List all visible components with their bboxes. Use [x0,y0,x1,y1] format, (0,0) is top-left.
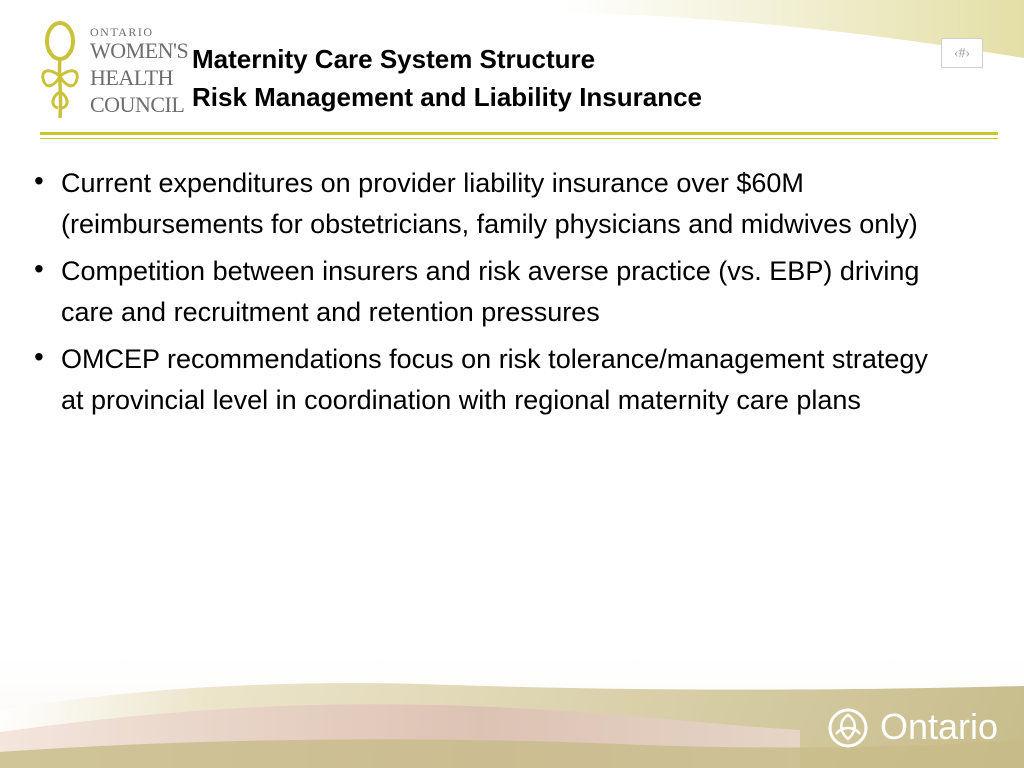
bullet-item [34,251,954,333]
bullet-item [34,339,954,421]
bullet-list [34,163,954,427]
title-divider [40,132,998,135]
logo-ontario-label: ONTARIO [90,25,154,39]
bullet-dot-icon: • [34,165,44,196]
bullet-text: Current expenditures on provider liability insurance over $60M (reimbursements for obstetricians, family physicians and midwives only) [61,168,918,239]
logo-text-line2: HEALTH [90,65,173,90]
bullet-text: OMCEP recommendations focus on risk tolerance/management strategy at provincial level in coordination with regional maternity care plans [61,344,928,415]
slide-title [192,40,702,116]
bullet-text: Competition between insurers and risk averse practice (vs. EBP) driving care and recruitment and retention pressures [61,256,920,327]
ontario-logo-text: Ontario [880,706,999,747]
title-line-1: Maternity Care System Structure [192,44,596,74]
bullet-dot-icon: • [34,341,44,372]
logo-text-line1: WOMEN'S [90,38,189,63]
title-line-2: Risk Management and Liability Insurance [192,82,703,112]
slide-number: ‹#› [941,38,983,68]
bullet-dot-icon: • [34,253,44,284]
title-divider-thin [40,138,998,139]
bullet-item [34,163,954,245]
logo-text-line3: COUNCIL [90,92,185,117]
